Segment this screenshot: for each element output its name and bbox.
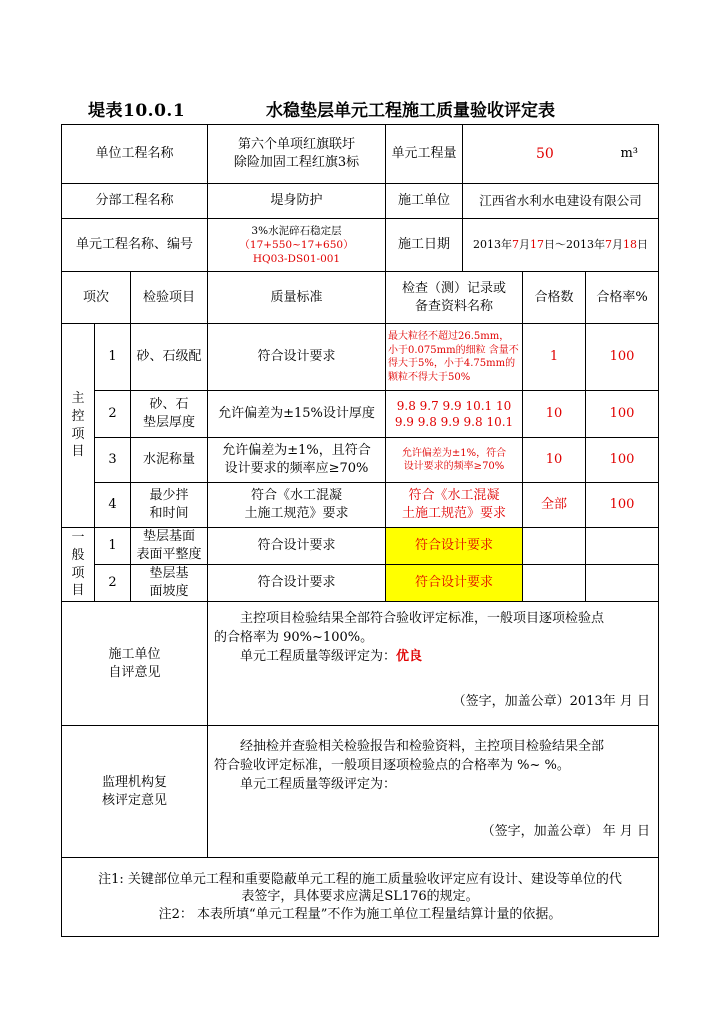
record-line: 小于0.075mm的细粒 含量不 [388,344,519,356]
row-no: 1 [95,324,131,391]
date-text-1: 2013年 [473,237,512,251]
item-line: 垫层厚度 [142,415,195,430]
row-standard: 符合设计要求 [208,528,386,565]
row-item [131,483,208,528]
header-record-line1: 检查（测）记录或 [401,280,506,296]
supervisor-eval-row [62,726,659,858]
quantity-value: 50 [536,145,554,162]
record-line: 最大粒径不超过26.5mm， [388,331,510,342]
self-eval-grade-value: 优良 [396,648,423,664]
main-group-char: 目 [71,444,85,460]
record-line: 设计要求的频率≥70% [403,461,505,472]
date-text-4: 月 [612,237,623,251]
notes-row [62,858,659,937]
table-row [62,565,659,602]
self-eval-label-line2: 自评意见 [108,664,161,680]
record-line: 颗粒不得大于50% [388,371,471,383]
date-cell [386,219,659,272]
form-number: 堤表10.0.1 [88,101,186,121]
row-item [131,565,208,602]
table-row [62,324,659,391]
self-eval-para2: 的合格率为 90%~100%。 [214,629,374,645]
element-label: 单元工程名称、编号 [62,219,208,272]
row-item [131,528,208,565]
row-count: 全部 [523,483,586,528]
general-group-char: 项 [71,565,85,581]
record-line: 9.8 9.7 9.9 10.1 10 [396,398,512,413]
general-group-char: 般 [71,547,85,563]
date-start-month: 7 [512,237,519,251]
row-record: 符合设计要求 [386,565,523,602]
quantity-label: 单元工程量 [386,125,463,183]
item-line: 和时间 [149,506,189,521]
header-pass-rate: 合格率% [586,272,659,324]
row-count [523,528,586,565]
item-line: 表面平整度 [136,547,202,562]
standard-line: 设计要求的频率应≥70% [224,461,369,476]
self-eval-label-line1: 施工单位 [108,646,161,662]
self-eval-grade [214,648,652,667]
header-record [386,272,523,324]
supervisor-eval-signature: （签字，加盖公章） 年 月 日 [481,823,650,839]
date-label: 施工日期 [386,219,463,271]
element-value [208,219,386,272]
row-count: 10 [523,438,586,483]
unit-project-label: 单位工程名称 [62,125,208,184]
supervisor-eval-content [208,726,659,858]
general-group-char: 目 [71,583,85,599]
table-row [62,528,659,565]
supervisor-eval-label-line1: 监理机构复 [101,774,167,790]
standard-line: 符合《水工混凝 [250,488,342,504]
row-record: 符合设计要求 [386,528,523,565]
row-no: 2 [95,565,131,602]
row-item [131,391,208,438]
table-row [62,483,659,528]
standard-line: 土施工规范》要求 [244,506,349,521]
supervisor-eval-para1: 经抽检并查验相关检验报告和检验资料，主控项目检验结果全部 [240,739,605,754]
element-value-line1: 3%水泥碎石稳定层 [251,224,342,237]
table-row [62,391,659,438]
row-standard [208,483,386,528]
row-standard: 符合设计要求 [208,565,386,602]
date-start-day: 17 [530,237,544,251]
self-eval-row [62,602,659,726]
date-text-3: 日～2013年 [544,237,605,251]
row-standard: 符合设计要求 [208,324,386,391]
row-rate: 100 [586,324,659,391]
standard-line: 允许偏差为±1%，且符合 [222,443,371,459]
quantity-cell [386,125,659,184]
date-text-2: 月 [519,237,530,251]
row-no: 2 [95,391,131,438]
main-group-char: 项 [71,426,85,442]
header-check-item: 检验项目 [131,272,208,324]
row-record [386,324,523,391]
quantity-unit: m³ [620,146,638,162]
row-record [386,391,523,438]
self-eval-grade-prefix: 单元工程质量等级评定为： [240,648,397,664]
element-value-line3: HQ03-DS01-001 [252,253,341,266]
row-item: 水泥称量 [131,438,208,483]
row-rate [586,565,659,602]
row-item: 砂、石级配 [131,324,208,391]
unit-project-value [208,125,386,184]
date-value [463,219,658,271]
row-count: 10 [523,391,586,438]
supervisor-eval-label [62,726,208,858]
record-line: 允许偏差为±1%，符合 [401,447,507,459]
row-rate: 100 [586,438,659,483]
contractor-label: 施工单位 [386,184,463,218]
date-end-month: 7 [605,237,612,251]
item-line: 最少拌 [149,488,189,504]
item-line: 垫层基面 [142,529,195,545]
general-group-label [62,528,95,602]
row-rate: 100 [586,391,659,438]
date-text-5: 日 [637,237,648,251]
element-value-line2: （17+550~17+650） [239,238,354,251]
self-eval-signature: （签字，加盖公章）2013年 月 日 [452,693,650,709]
header-pass-count: 合格数 [523,272,586,324]
item-line: 垫层基 [149,566,189,582]
header-standard: 质量标准 [208,272,386,324]
row-count [523,565,586,602]
general-group-char: 一 [71,530,85,546]
item-line: 面坡度 [149,584,189,599]
row-record [386,438,523,483]
note-2: 注2： 本表所填“单元工程量”不作为施工单位工程量结算计量的依据。 [158,906,562,922]
main-group-char: 控 [71,408,85,424]
header-item-no: 项次 [62,272,131,324]
row-standard: 允许偏差为±15%设计厚度 [208,391,386,438]
row-standard [208,438,386,483]
main-group-label [62,324,95,528]
note-1-line1: 注1: 关键部位单元工程和重要隐蔽单元工程的施工质量验收评定应有设计、建设等单位的代 [98,871,622,887]
contractor-cell [386,184,659,219]
row-rate [586,528,659,565]
row-no: 3 [95,438,131,483]
self-eval-para1: 主控项目检验结果全部符合验收评定标准，一般项目逐项检验点 [240,611,605,626]
record-line: 符合《水工混凝 [408,488,500,504]
unit-project-value-line1: 第六个单项红旗联圩 [237,137,355,153]
row-record [386,483,523,528]
main-group-char: 主 [71,391,85,407]
row-no: 4 [95,483,131,528]
self-eval-content [208,602,659,726]
page-title: 水稳垫层单元工程施工质量验收评定表 [266,101,555,121]
notes-cell [62,858,659,937]
acceptance-form-table [61,124,659,937]
note-1-line2: 表签字，具体要求应满足SL176的规定。 [241,889,479,905]
item-line: 砂、石 [149,397,189,413]
supervisor-eval-grade: 单元工程质量等级评定为： [240,776,397,792]
record-line: 9.9 9.8 9.9 9.8 10.1 [394,415,514,429]
unit-project-value-line2: 除险加固工程红旗3标 [233,155,360,170]
supervisor-eval-para2: 符合验收评定标准，一般项目逐项检验点的合格率为 %~ %。 [214,757,570,773]
record-line: 土施工规范》要求 [401,506,506,521]
table-row [62,438,659,483]
header-record-line2: 备查资料名称 [414,298,493,314]
row-no: 1 [95,528,131,565]
record-line: 得大于5%，小于4.75mm的 [388,358,516,369]
row-rate: 100 [586,483,659,528]
date-end-day: 18 [623,237,637,251]
supervisor-eval-label-line2: 核评定意见 [101,792,167,808]
row-count: 1 [523,324,586,391]
division-label: 分部工程名称 [62,184,208,219]
contractor-value: 江西省水利水电建设有限公司 [479,192,642,208]
division-value: 堤身防护 [208,184,386,219]
self-eval-label [62,602,208,726]
